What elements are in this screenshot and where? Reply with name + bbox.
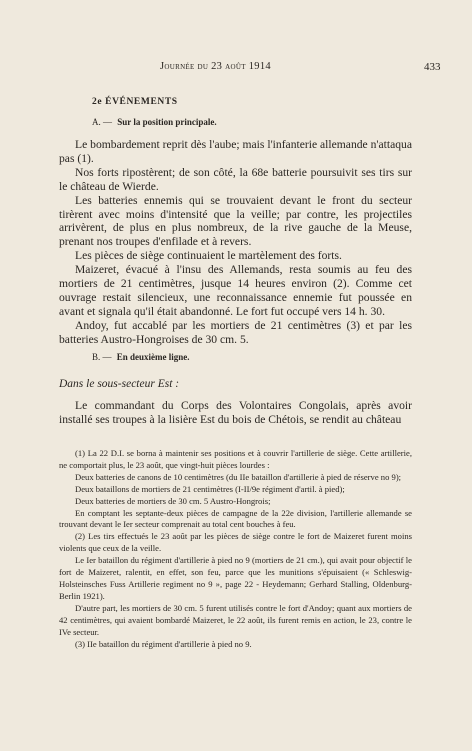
paragraph: Le commandant du Corps des Volontaires Congolais, après avoir installé ses troupes à la lisière Est du bois de Chétois, se rendit au château [59, 399, 412, 426]
paragraph: Nos forts ripostèrent; de son côté, la 68e batterie poursuivit ses tirs sur le château de Wierde. [59, 165, 412, 193]
footnote: (3) IIe bataillon du régiment d'artillerie à pied no 9. [75, 638, 252, 649]
main-text [59, 138, 412, 347]
running-title: Journée du 23 août 1914 [160, 61, 271, 72]
footnote: Deux batteries de mortiers de 30 cm. 5 Austro-Hongrois; [75, 495, 271, 506]
paragraph: Andoy, fut accablé par les mortiers de 21 centimètres (3) et par les batteries Austro-Hongroises de 30 cm. 5. [59, 318, 412, 346]
second-line-text [59, 399, 412, 427]
sector-label: Dans le sous-secteur Est : [59, 378, 180, 390]
paragraph: Les pièces de siège continuaient le martèlement des forts. [75, 249, 342, 263]
paragraph: Le bombardement reprit dès l'aube; mais l'infanterie allemande n'attaqua pas (1). [59, 138, 412, 165]
subsection-title: En deuxième ligne. [116, 352, 190, 362]
paragraph: Les batteries ennemis qui se trouvaient devant le front du secteur tirèrent avec moins d'intensité que la veille; par contre, les projectiles arrivèrent, de plus en plus nombreux, de la rive gauche de la Meuse, prenant nos troupes d'enfilade et à revers. [59, 193, 412, 249]
section-title: 2e ÉVÉNEMENTS [92, 97, 178, 107]
footnote: D'autre part, les mortiers de 30 cm. 5 furent utilisés contre le fort d'Andoy; quant aux mortiers de 42 centimètres, qui avaient bombardé Maizeret, le 22 août, ils furent remis en action, le 23, contre le IVe secteur. [59, 602, 412, 637]
footnote: Deux batteries de canons de 10 centimètres (du IIe bataillon d'artillerie à pied de réserve no 9); [75, 471, 402, 482]
footnote: (1) La 22 D.I. se borna à maintenir ses positions et à couvrir l'artillerie de siège. Cette artillerie, ne comportait plus, le 23 août, que vingt-huit pièces lourdes : [59, 448, 412, 470]
footnote: Le Ier bataillon du régiment d'artillerie à pied no 9 (mortiers de 21 cm.), qui avait pour objectif le fort de Maizeret, ralentit, en effet, son feu, parce que les munitions s'épuisaient (« Schleswig-Holsteinsches Fuss Artillerie regiment no 9 », page 22 - Heydemann; Gerhard Stalling, Oldenburg-Berlin 1921). [59, 555, 412, 601]
footnotes [59, 448, 412, 650]
footnote: En comptant les septante-deux pièces de campagne de la 22e division, l'artillerie allemande se trouvant devant le Ier secteur comprenait au total cent bouches à feu. [59, 507, 412, 530]
subsection-label: A. — [92, 117, 112, 127]
subsection-label: B. — [92, 352, 112, 362]
subsection-title: Sur la position principale. [117, 117, 217, 127]
page-header [0, 61, 472, 75]
footnote: (2) Les tirs effectués le 23 août par les pièces de siège contre le fort de Maizeret furent moins violents que ceux de la veille. [59, 531, 412, 554]
paragraph: Maizeret, évacué à l'insu des Allemands, resta soumis au feu des mortiers de 21 centimètres, jusque 14 heures environ (2). Comme cet ouvrage restait silencieux, une reconnaissance ennemie fut poussée en avant et signala qu'il était abandonné. Le fort fut occupé vers 14 h. 30. [59, 263, 412, 318]
footnote: Deux bataillons de mortiers de 21 centimètres (I-II/9e régiment d'artil. à pied); [75, 483, 345, 494]
subsection-heading-b [92, 352, 190, 362]
subsection-heading-a [92, 117, 217, 127]
page-number: 433 [424, 61, 441, 73]
